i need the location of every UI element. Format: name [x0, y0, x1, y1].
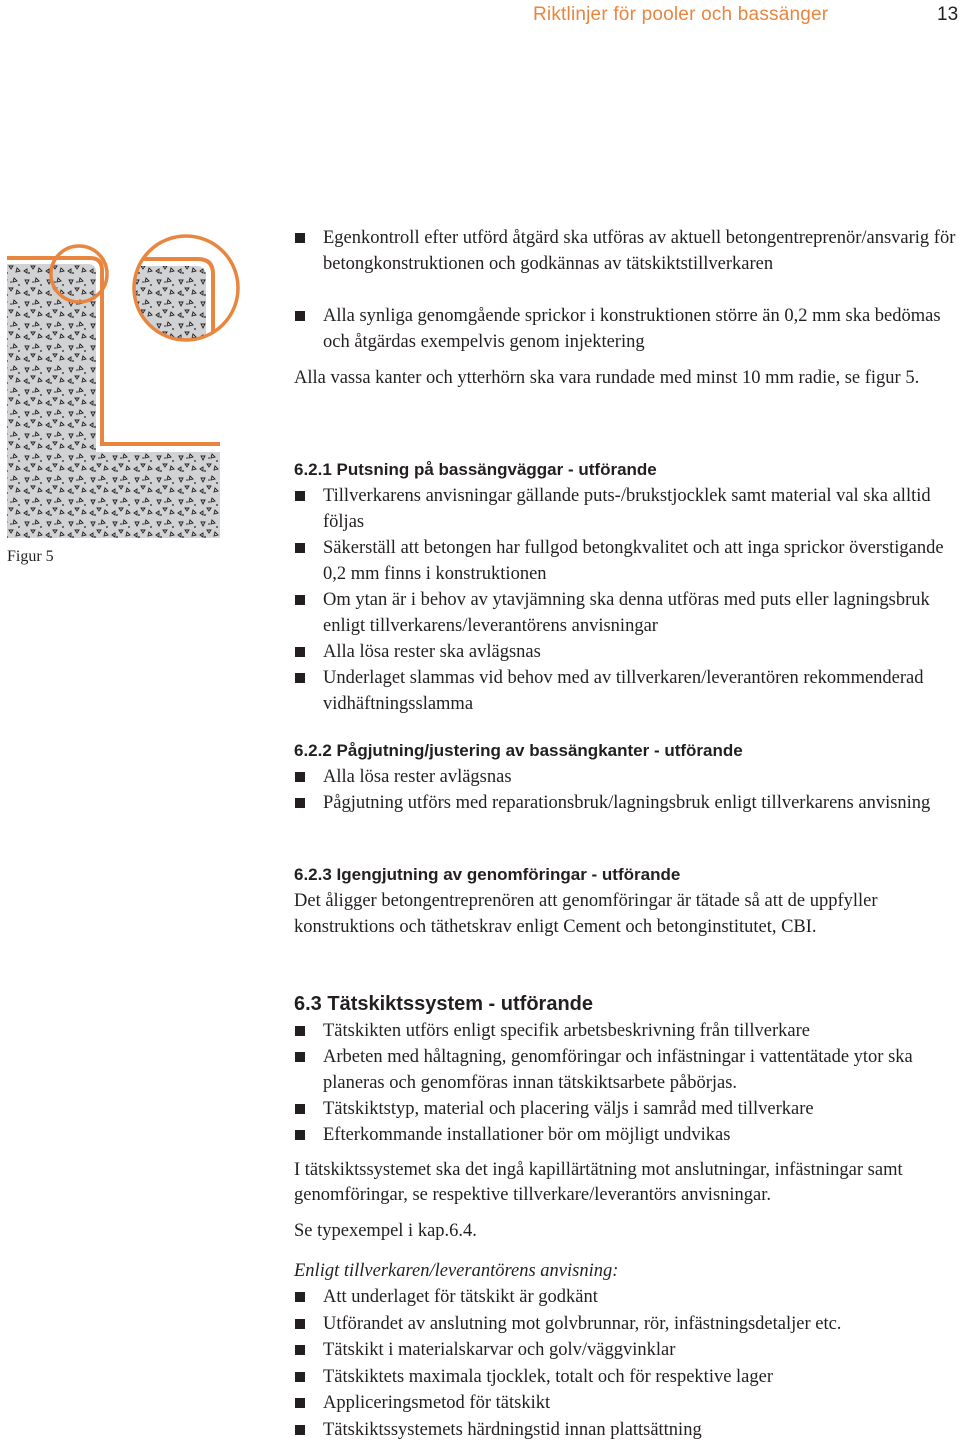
bullet-icon: [295, 1345, 305, 1355]
section-6-3: [294, 990, 960, 1443]
list-item: Säkerställ att betongen har fullgod betongkvalitet och att inga sprickor överstigande 0,2 mm finns i konstruktionen: [294, 535, 960, 587]
bullet-icon: [295, 798, 305, 808]
section-paragraph: I tätskiktssystemet ska det ingå kapillärtätning mot anslutningar, infästningar samt genomföringar, se respektive tillverkare/leverantörs anvisningar.: [294, 1160, 903, 1205]
bullet-icon: [295, 1372, 305, 1382]
bullet-icon: [295, 647, 305, 657]
list-item: Alla lösa rester ska avlägsnas: [294, 639, 960, 665]
intro-paragraph: Alla vassa kanter och ytterhörn ska vara rundade med minst 10 mm radie, se figur 5.: [294, 368, 920, 388]
bullet-icon: [295, 233, 305, 243]
bullet-icon: [295, 311, 305, 321]
section-heading: 6.2.3 Igengjutning av genomföringar - utförande: [294, 865, 681, 884]
list-item: Egenkontroll efter utförd åtgärd ska utföras av aktuell betongentreprenör/ansvarig för betongkonstruktionen och godkännas av tätskiktstillverkaren: [294, 225, 960, 303]
intro-bullet-list: [294, 225, 960, 355]
section-bullet-list: [294, 1284, 960, 1443]
list-item: Tillverkarens anvisningar gällande puts-/brukstjocklek samt material val ska alltid följas: [294, 483, 960, 535]
section-heading: 6.3 Tätskiktssystem - utförande: [294, 993, 593, 1015]
list-item: Tätskiktssystemets härdningstid innan plattsättning: [294, 1417, 960, 1444]
figure-caption: Figur 5: [7, 548, 54, 565]
list-item: Alla lösa rester avlägsnas: [294, 764, 960, 790]
section-bullet-list: [294, 764, 960, 842]
bullet-icon: [295, 1398, 305, 1408]
list-item: Tätskiktets maximala tjocklek, totalt och för respektive lager: [294, 1364, 960, 1391]
list-item: Efterkommande installationer bör om möjligt undvikas: [294, 1122, 960, 1148]
section-heading: 6.2.1 Putsning på bassängväggar - utförande: [294, 460, 657, 479]
bullet-icon: [295, 1130, 305, 1140]
section-paragraph: Det åligger betongentreprenören att genomföringar är tätade så att de uppfyller konstruktions och täthetskrav enligt Cement och betonginstitutet, CBI.: [294, 891, 878, 937]
intro-section: [294, 225, 960, 391]
section-subheading: Enligt tillverkaren/leverantörens anvisning:: [294, 1261, 619, 1281]
bullet-icon: [295, 595, 305, 605]
list-item: Underlaget slammas vid behov med av tillverkaren/leverantören rekommenderad vidhäftningsslamma: [294, 665, 960, 717]
bullet-icon: [295, 1104, 305, 1114]
section-6-2-2: [294, 738, 960, 842]
list-item: Utförandet av anslutning mot golvbrunnar, rör, infästningsdetaljer etc.: [294, 1311, 960, 1338]
bullet-icon: [295, 673, 305, 683]
bullet-icon: [295, 772, 305, 782]
section-6-2-3: [294, 862, 960, 940]
section-bullet-list: [294, 1018, 960, 1148]
bullet-icon: [295, 1052, 305, 1062]
bullet-icon: [295, 491, 305, 501]
list-item: Arbeten med håltagning, genomföringar och infästningar i vattentätade ytor ska planeras och genomföras innan tätskiktsarbete påbörjas.: [294, 1044, 960, 1096]
bullet-icon: [295, 543, 305, 553]
list-item: Tätskikten utförs enligt specifik arbetsbeskrivning från tillverkare: [294, 1018, 960, 1044]
header-title: Riktlinjer för pooler och bassänger: [533, 4, 829, 25]
list-item: Att underlaget för tätskikt är godkänt: [294, 1284, 960, 1311]
list-item: Pågjutning utförs med reparationsbruk/lagningsbruk enligt tillverkarens anvisning: [294, 790, 960, 842]
list-item: Alla synliga genomgående sprickor i konstruktionen större än 0,2 mm ska bedömas och åtgärdas exempelvis genom injektering: [294, 303, 960, 355]
bullet-icon: [295, 1425, 305, 1435]
page-number: 13: [937, 4, 959, 25]
bullet-icon: [295, 1319, 305, 1329]
list-item: Tätskiktstyp, material och placering väljs i samråd med tillverkare: [294, 1096, 960, 1122]
section-heading: 6.2.2 Pågjutning/justering av bassängkanter - utförande: [294, 741, 743, 760]
bullet-icon: [295, 1292, 305, 1302]
bullet-icon: [295, 1026, 305, 1036]
section-paragraph: Se typexempel i kap.6.4.: [294, 1221, 477, 1241]
section-bullet-list: [294, 483, 960, 717]
list-item: Om ytan är i behov av ytavjämning ska denna utföras med puts eller lagningsbruk enligt tillverkarens/leverantörens anvisningar: [294, 587, 960, 639]
list-item: Appliceringsmetod för tätskikt: [294, 1390, 960, 1417]
section-6-2-1: [294, 457, 960, 717]
figure-5-rounded-corner-diagram: [0, 232, 250, 544]
list-item: Tätskikt i materialskarvar och golv/väggvinklar: [294, 1337, 960, 1364]
